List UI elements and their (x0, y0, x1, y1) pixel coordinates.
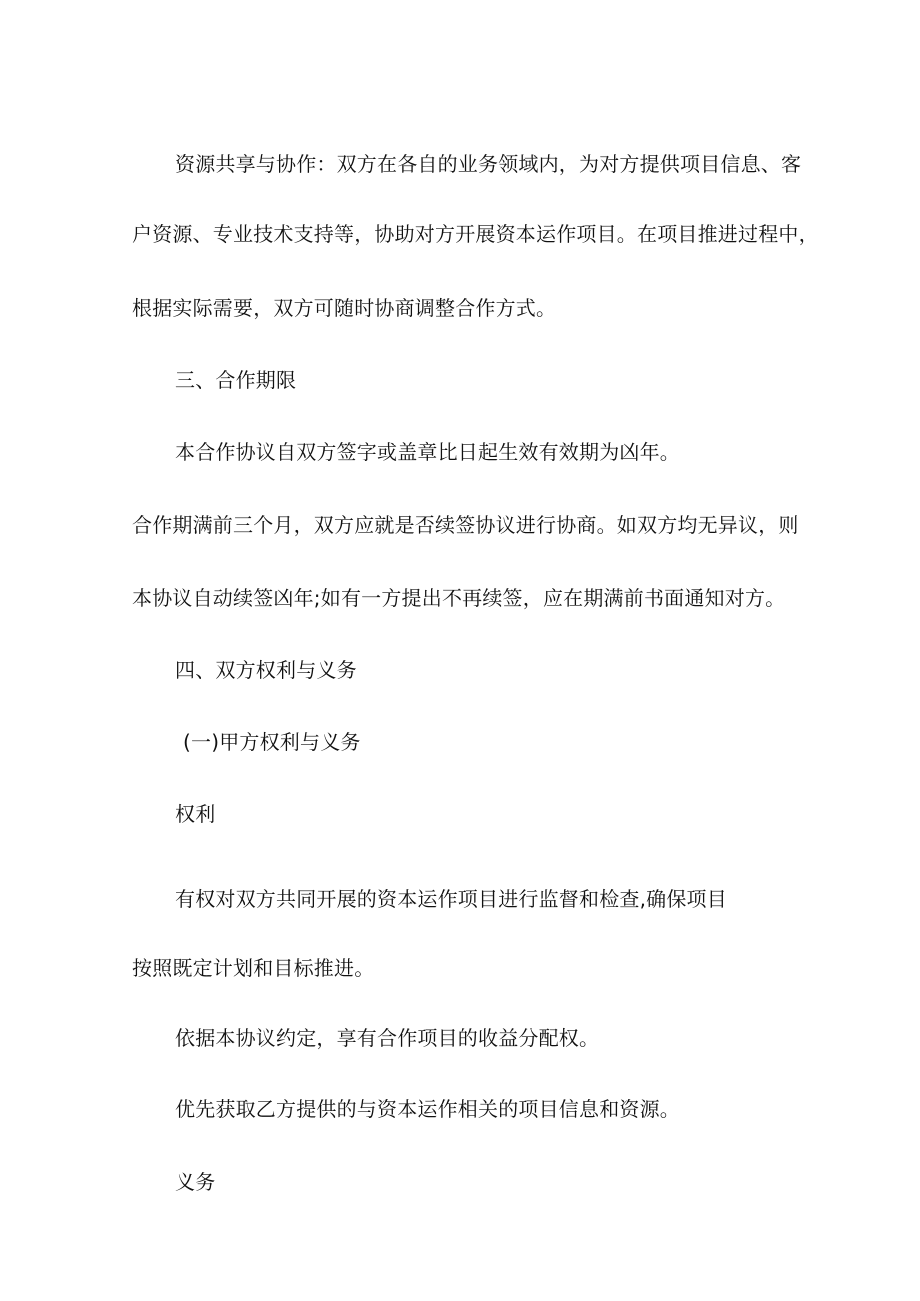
paragraph-term-effective: 本合作协议自双方签字或盖章比日起生效有效期为凶年。 (175, 440, 680, 464)
paragraph-priority-access: 优先获取乙方提供的与资本运作相关的项目信息和资源。 (175, 1097, 680, 1121)
paragraph-resource-sharing-line-1: 资源共享与协作：双方在各自的业务领域内，为对方提供项目信息、客 (175, 152, 802, 176)
paragraph-supervision-line-1: 有权对双方共同开展的资本运作项目进行监督和检查,确保项目 (175, 887, 727, 911)
paragraph-renewal-line-1: 合作期满前三个月，双方应就是否续签协议进行协商。如双方均无异议，则 (132, 513, 799, 537)
paragraph-profit-distribution: 依据本协议约定，享有合作项目的收益分配权。 (175, 1026, 600, 1050)
label-obligations: 义务 (175, 1170, 216, 1194)
paragraph-renewal-line-2: 本协议自动续签凶年;如有一方提出不再续签，应在期满前书面通知对方。 (132, 586, 786, 610)
paragraph-supervision-line-2: 按照既定计划和目标推进。 (132, 956, 375, 980)
label-rights: 权利 (175, 802, 216, 826)
paragraph-resource-sharing-line-3: 根据实际需要，双方可随时协商调整合作方式。 (132, 296, 557, 320)
paragraph-resource-sharing-line-2: 户资源、专业技术支持等，协助对方开展资本运作项目。在项目推进过程中， (132, 222, 819, 246)
section-heading-rights-obligations: 四、双方权利与义务 (175, 658, 357, 682)
section-heading-term: 三、合作期限 (175, 368, 297, 392)
subsection-heading-party-a: (一)甲方权利与义务 (183, 730, 361, 754)
